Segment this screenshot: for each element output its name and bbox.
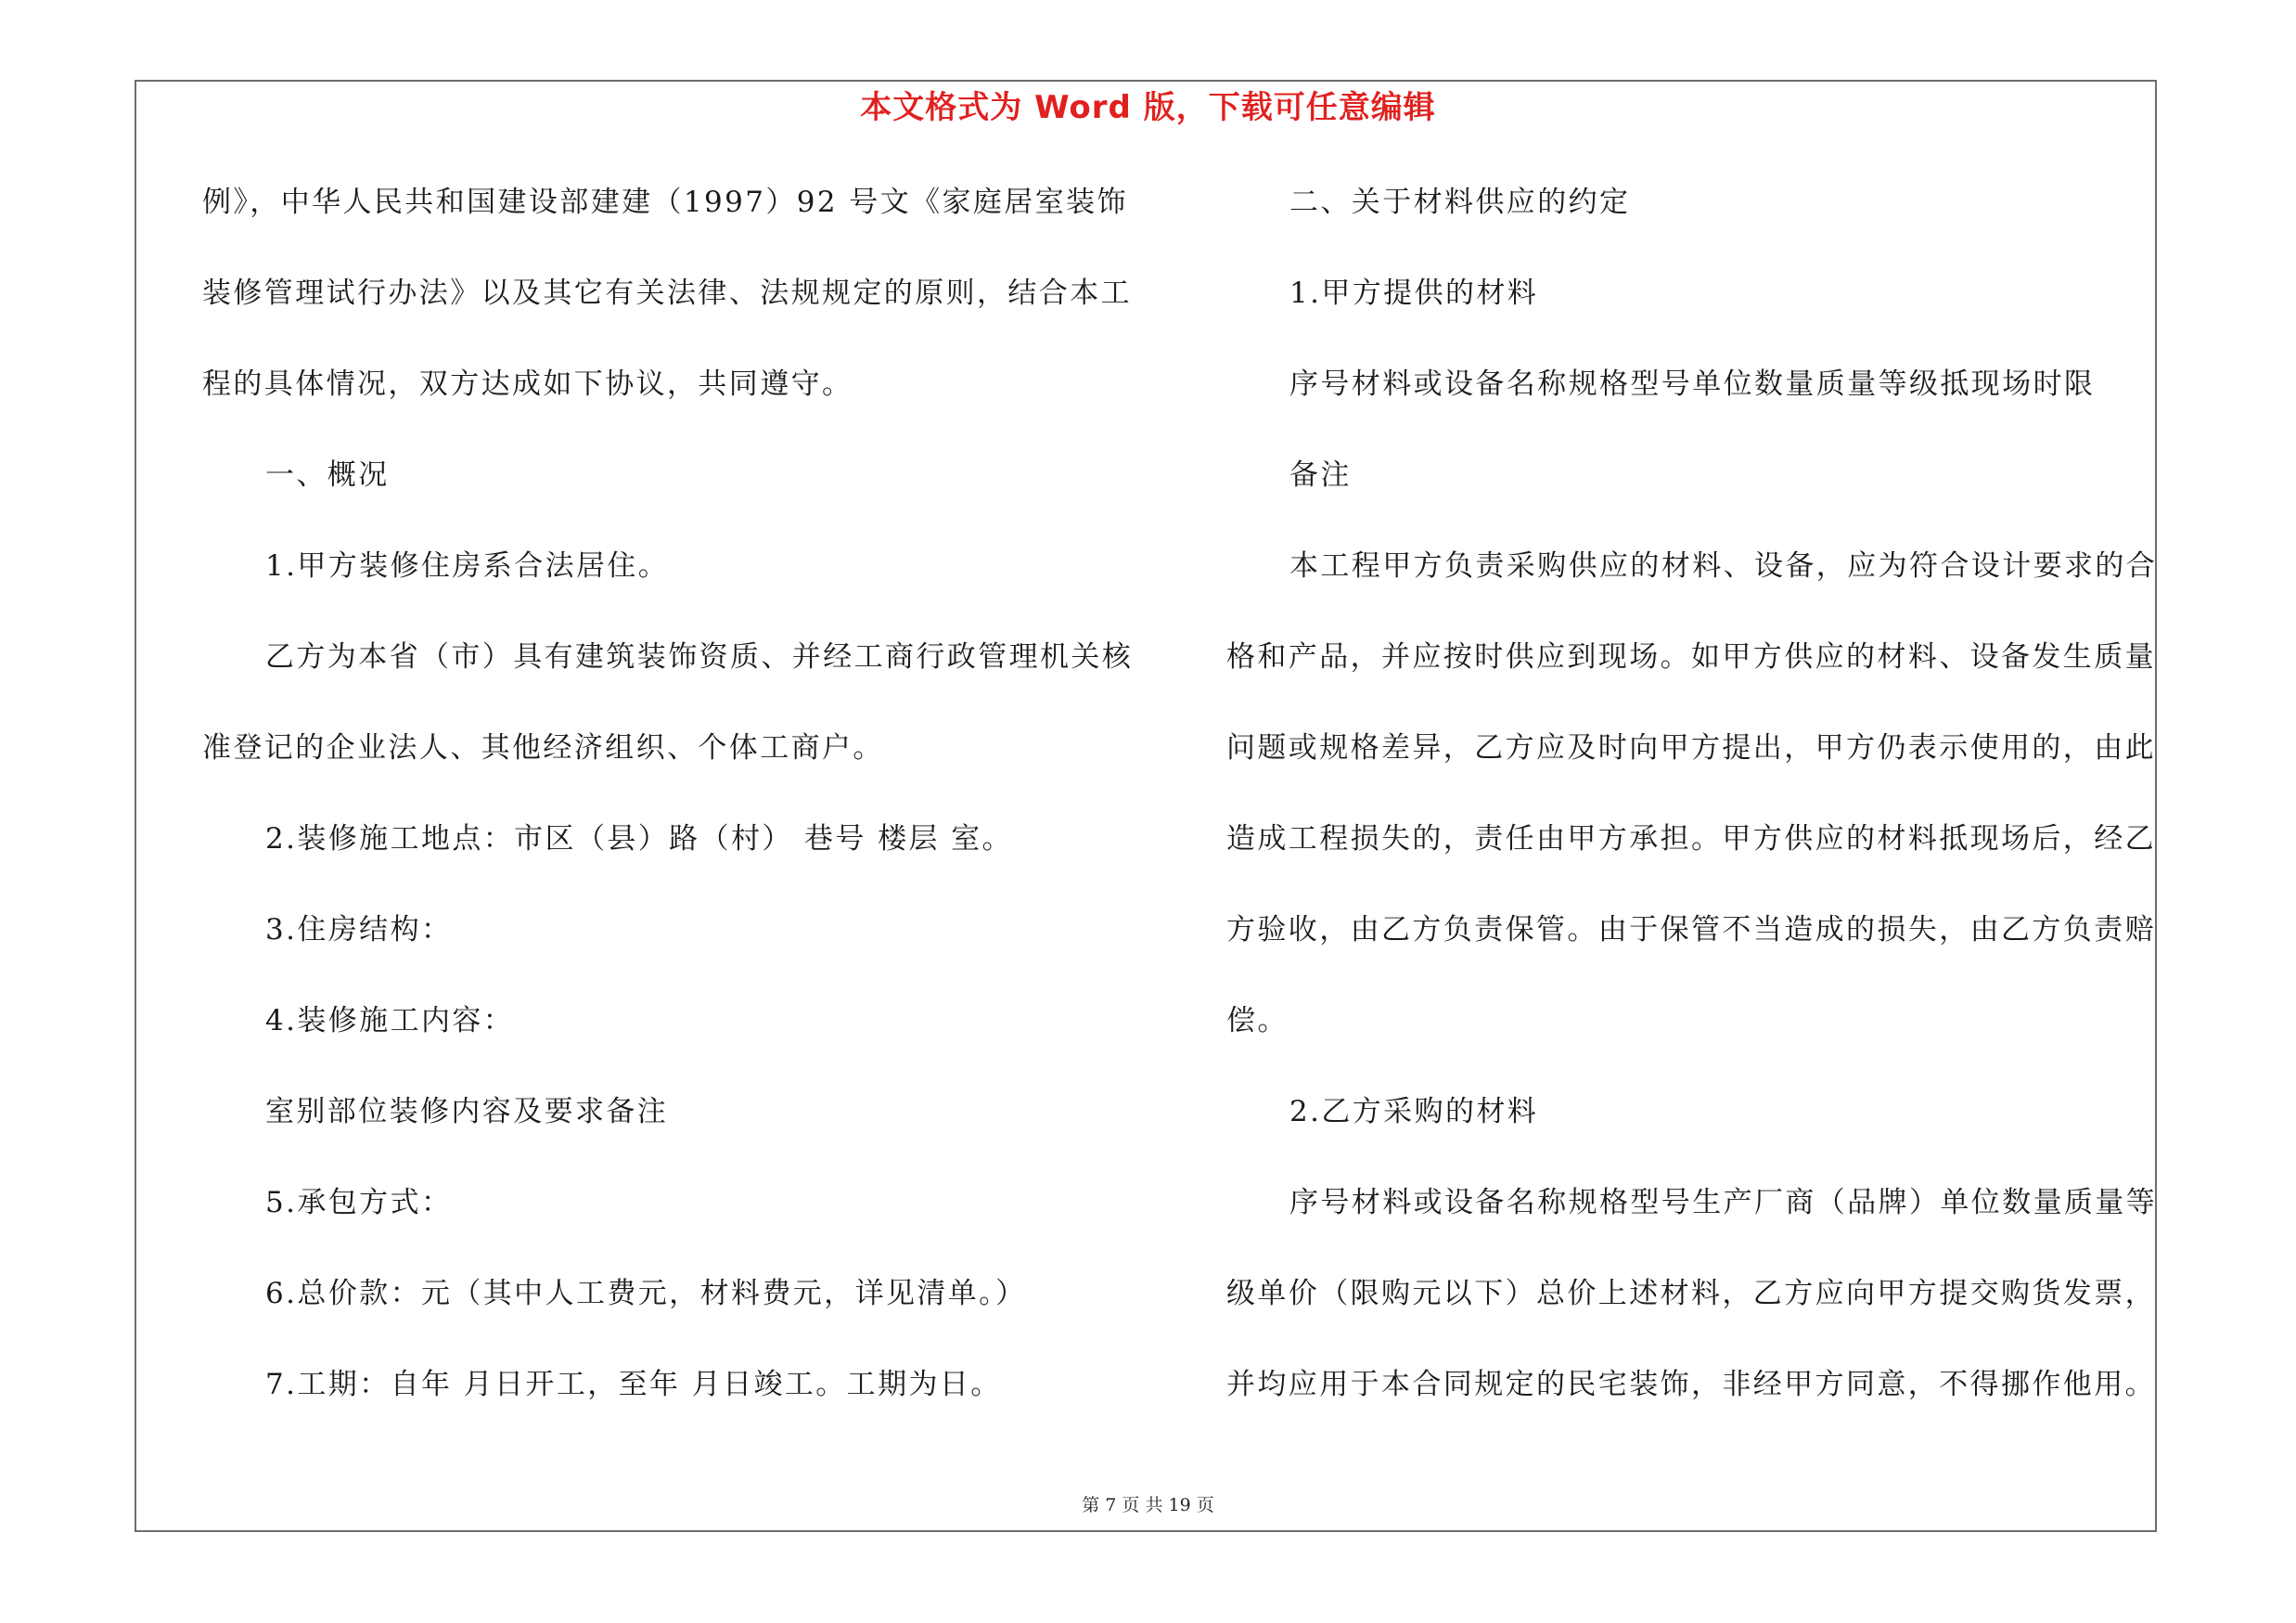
paragraph-line: 备注 [1289, 458, 1352, 492]
paragraph-line: 1.甲方装修住房系合法居住。 [265, 549, 670, 583]
paragraph-line: 6.总价款：元（其中人工费元，材料费元，详见清单。） [265, 1277, 1027, 1310]
paragraph-line: 偿。 [1226, 1004, 1289, 1037]
paragraph-line: 序号材料或设备名称规格型号单位数量质量等级抵现场时限 [1289, 367, 2096, 401]
paragraph-line: 3.住房结构： [265, 913, 453, 947]
paragraph-line: 级单价（限购元以下）总价上述材料，乙方应向甲方提交购货发票， [1226, 1277, 2156, 1310]
paragraph-line: 1.甲方提供的材料 [1289, 277, 1539, 310]
paragraph-line: 例》，中华人民共和国建设部建建（1997）92 号文《家庭居室装饰 [202, 186, 1128, 219]
paragraph-line: 造成工程损失的，责任由甲方承担。甲方供应的材料抵现场后，经乙 [1226, 822, 2156, 856]
paragraph-line: 5.承包方式： [265, 1186, 453, 1219]
section-heading: 二、关于材料供应的约定 [1289, 186, 1631, 219]
paragraph-line: 程的具体情况，双方达成如下协议，共同遵守。 [202, 367, 853, 401]
paragraph-line: 本工程甲方负责采购供应的材料、设备，应为符合设计要求的合 [1289, 549, 2158, 583]
paragraph-line: 4.装修施工内容： [265, 1004, 515, 1037]
paragraph-line: 并均应用于本合同规定的民宅装饰，非经甲方同意，不得挪作他用。 [1226, 1368, 2156, 1401]
paragraph-line: 序号材料或设备名称规格型号生产厂商（品牌）单位数量质量等 [1289, 1186, 2158, 1219]
word-format-banner: 本文格式为 Word 版，下载可任意编辑 [860, 89, 1436, 126]
page-number-footer: 第 7 页 共 19 页 [1082, 1495, 1214, 1515]
paragraph-line: 室别部位装修内容及要求备注 [265, 1095, 669, 1128]
paragraph-line: 乙方为本省（市）具有建筑装饰资质、并经工商行政管理机关核 [265, 640, 1134, 674]
paragraph-line: 准登记的企业法人、其他经济组织、个体工商户。 [202, 731, 884, 765]
paragraph-line: 装修管理试行办法》以及其它有关法律、法规规定的原则，结合本工 [202, 277, 1132, 310]
paragraph-line: 方验收，由乙方负责保管。由于保管不当造成的损失，由乙方负责赔 [1226, 913, 2156, 947]
paragraph-line: 问题或规格差异，乙方应及时向甲方提出，甲方仍表示使用的，由此 [1226, 731, 2156, 765]
paragraph-line: 2.乙方采购的材料 [1289, 1095, 1539, 1128]
paragraph-line: 2.装修施工地点：市区（县）路（村） 巷号 楼层 室。 [265, 822, 1013, 856]
section-heading: 一、概况 [265, 458, 390, 492]
paragraph-line: 7.工期：自年 月日开工，至年 月日竣工。工期为日。 [265, 1368, 1002, 1401]
paragraph-line: 格和产品，并应按时供应到现场。如甲方供应的材料、设备发生质量 [1226, 640, 2156, 674]
